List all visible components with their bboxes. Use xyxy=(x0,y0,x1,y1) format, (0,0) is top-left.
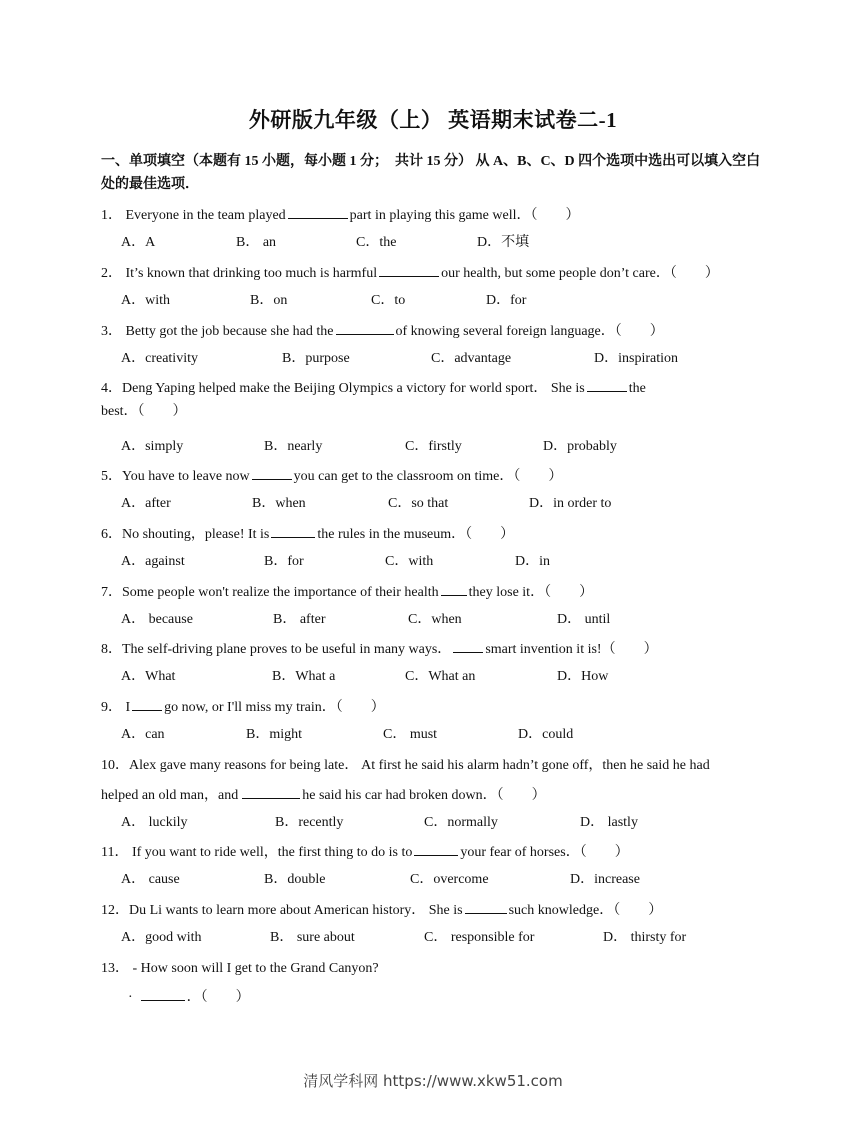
option-c[interactable]: C．the xyxy=(356,235,397,250)
option-b[interactable]: B． an xyxy=(236,235,277,250)
option-d[interactable]: D．不填 xyxy=(477,235,530,250)
question-2 xyxy=(101,262,771,286)
question-continuation xyxy=(128,986,250,1008)
option-a[interactable]: A． cause xyxy=(121,872,180,887)
option-b[interactable]: B．double xyxy=(264,872,326,887)
question-9 xyxy=(101,696,771,720)
question-text: 10．Alex gave many reasons for being late． At first he said his alarm hadn’t gone off，then he said he had xyxy=(101,758,710,773)
answer-blank[interactable] xyxy=(242,784,300,799)
option-d[interactable]: D．How xyxy=(557,669,609,684)
option-d[interactable]: D．could xyxy=(518,727,574,742)
answer-blank[interactable] xyxy=(465,899,507,914)
option-b[interactable]: B．recently xyxy=(275,815,344,830)
question-text: 8．The self-driving plane proves to be useful in many ways． xyxy=(101,642,452,657)
question-text: 13． - How soon will I get to the Grand Canyon? xyxy=(101,961,379,976)
question-text-tail: smart invention it is!（ ） xyxy=(485,642,658,657)
section-heading: 一、单项填空（本题有 15 小题，每小题 1 分； 共计 15 分） 从 A、B、C、D 四个选项中选出可以填入空白处的最佳选项． xyxy=(101,154,761,192)
option-b[interactable]: B．purpose xyxy=(282,351,350,366)
option-d[interactable]: D． thirsty for xyxy=(603,930,687,945)
answer-blank[interactable] xyxy=(132,696,162,711)
option-a[interactable]: A．good with xyxy=(121,930,202,945)
option-b[interactable]: B．might xyxy=(246,727,303,742)
question-text: 7．Some people won't realize the importance of their health xyxy=(101,585,439,600)
question-text-tail: such knowledge．（ ） xyxy=(508,903,663,918)
option-a[interactable]: A．creativity xyxy=(121,351,198,366)
question-11 xyxy=(101,841,771,865)
answer-blank[interactable] xyxy=(141,986,185,1001)
option-b[interactable]: B． after xyxy=(273,612,326,627)
question-continuation: best．（ ） xyxy=(101,404,187,419)
option-b[interactable]: B．when xyxy=(252,496,306,511)
answer-blank[interactable] xyxy=(453,638,483,653)
question-10 xyxy=(101,754,771,778)
answer-blank[interactable] xyxy=(336,320,394,335)
option-a[interactable]: A． luckily xyxy=(121,815,188,830)
question-8 xyxy=(101,638,771,662)
question-text-tail: part in playing this game well．（ ） xyxy=(349,208,580,223)
question-text: 1． Everyone in the team played xyxy=(101,208,286,223)
question-text-tail: go now, or I'll miss my train．（ ） xyxy=(164,700,385,715)
option-a[interactable]: A．can xyxy=(121,727,165,742)
option-d[interactable]: D．probably xyxy=(543,439,617,454)
question-4 xyxy=(101,377,771,401)
option-b[interactable]: B．What a xyxy=(272,669,336,684)
option-d[interactable]: D． until xyxy=(557,612,611,627)
question-1 xyxy=(101,204,771,228)
option-c[interactable]: C． responsible for xyxy=(424,930,535,945)
question-text-tail: the rules in the museum．（ ） xyxy=(317,527,515,542)
option-c[interactable]: C．when xyxy=(408,612,462,627)
option-a[interactable]: A． because xyxy=(121,612,193,627)
question-text: 3． Betty got the job because she had the xyxy=(101,324,334,339)
question-text-tail: you can get to the classroom on time．（ ） xyxy=(293,469,563,484)
option-c[interactable]: C．firstly xyxy=(405,439,462,454)
option-b[interactable]: B．nearly xyxy=(264,439,323,454)
question-text-tail: your fear of horses．（ ） xyxy=(460,845,629,860)
option-b[interactable]: B． sure about xyxy=(270,930,355,945)
option-c[interactable]: C．with xyxy=(385,554,434,569)
option-d[interactable]: D．in xyxy=(515,554,550,569)
question-text: 6．No shouting，please! It is xyxy=(101,527,270,542)
question-text: 12．Du Li wants to learn more about American history． She is xyxy=(101,903,463,918)
option-d[interactable]: D．increase xyxy=(570,872,640,887)
answer-blank[interactable] xyxy=(441,581,467,596)
question-6 xyxy=(101,523,771,547)
option-c[interactable]: C．to xyxy=(371,293,406,308)
option-d[interactable]: D．for xyxy=(486,293,527,308)
option-a[interactable]: A．What xyxy=(121,669,176,684)
option-d[interactable]: D．inspiration xyxy=(594,351,678,366)
option-b[interactable]: B．on xyxy=(250,293,288,308)
option-a[interactable]: A．against xyxy=(121,554,185,569)
question-text-tail: our health, but some people don’t care．（ ） xyxy=(441,266,719,281)
answer-blank[interactable] xyxy=(379,262,439,277)
question-text-tail: ．（ ） xyxy=(186,990,250,1005)
question-5 xyxy=(101,465,771,489)
question-text-tail: they lose it．（ ） xyxy=(468,585,594,600)
answer-blank[interactable] xyxy=(288,204,348,219)
question-text: 11． If you want to ride well，the first thing to do is to xyxy=(101,845,413,860)
question-text: 4．Deng Yaping helped make the Beijing Olympics a victory for world sport． She is xyxy=(101,381,585,396)
option-a[interactable]: A．with xyxy=(121,293,170,308)
question-text: · xyxy=(128,990,133,1005)
answer-blank[interactable] xyxy=(271,523,315,538)
question-text-tail: the xyxy=(628,381,646,396)
answer-blank[interactable] xyxy=(252,465,292,480)
answer-blank[interactable] xyxy=(587,377,627,392)
option-c[interactable]: C．advantage xyxy=(431,351,512,366)
question-3 xyxy=(101,320,771,344)
option-d[interactable]: D． lastly xyxy=(580,815,638,830)
page-title: 外研版九年级（上） 英语期末试卷二-1 xyxy=(248,108,618,132)
question-text: 9． I xyxy=(101,700,131,715)
question-13 xyxy=(101,957,771,981)
option-a[interactable]: A．A xyxy=(121,235,156,250)
question-text-tail: of knowing several foreign language．（ ） xyxy=(395,324,664,339)
question-text: 2． It’s known that drinking too much is harmful xyxy=(101,266,378,281)
option-c[interactable]: C．normally xyxy=(424,815,498,830)
question-text: helped an old man，and xyxy=(101,788,239,803)
footer-watermark: 清风学科网 https://www.xkw51.com xyxy=(303,1072,563,1090)
option-c[interactable]: C．so that xyxy=(388,496,449,511)
option-b[interactable]: B．for xyxy=(264,554,304,569)
question-text-tail: he said his car had broken down．（ ） xyxy=(302,788,546,803)
option-a[interactable]: A．after xyxy=(121,496,171,511)
question-continuation xyxy=(101,784,546,806)
option-a[interactable]: A．simply xyxy=(121,439,184,454)
option-c[interactable]: C． must xyxy=(383,727,438,742)
option-c[interactable]: C．overcome xyxy=(410,872,489,887)
question-text: 5．You have to leave now xyxy=(101,469,250,484)
question-12 xyxy=(101,899,771,923)
option-c[interactable]: C．What an xyxy=(405,669,476,684)
option-d[interactable]: D．in order to xyxy=(529,496,612,511)
answer-blank[interactable] xyxy=(414,841,458,856)
question-7 xyxy=(101,581,771,605)
